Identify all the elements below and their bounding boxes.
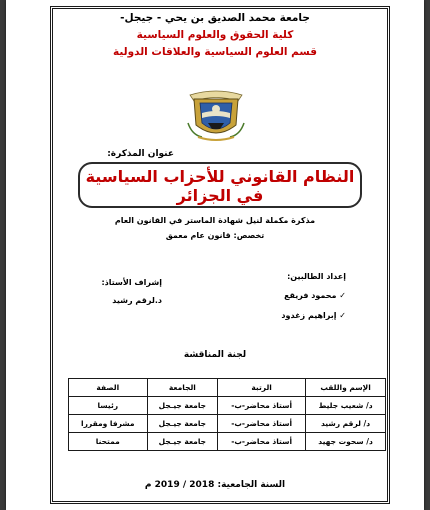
committee-table: [68, 378, 386, 451]
member-rank: أستاذ محاضر-ب-: [218, 397, 306, 415]
checkmark-bullet-icon: ✓: [339, 311, 346, 320]
thesis-title-line1: النظام القانوني للأحزاب السياسية: [85, 167, 355, 186]
member-rank: أستاذ محاضر-ب-: [218, 433, 306, 451]
supervisor-name: د.لرقم رشيد: [112, 296, 162, 305]
header-university: الجامعة: [147, 379, 218, 397]
memo-title-label: عنوان المذكرة:: [107, 149, 174, 159]
thesis-title-line2: في الجزائر: [176, 186, 264, 205]
member-name: د/ لرقم رشيد: [306, 415, 386, 433]
supervisor-label: إشراف الأستاذ:: [101, 278, 162, 287]
member-name: د/ شعيب جليط: [306, 397, 386, 415]
table-row: [69, 433, 386, 451]
member-role: ممتحنا: [69, 433, 148, 451]
member-university: جامعة جيـجل: [147, 397, 218, 415]
thesis-title-box: [78, 162, 362, 208]
table-row: [69, 397, 386, 415]
faculty-name: كلية الحقوق والعلوم السياسية: [136, 29, 294, 41]
member-role: رئيسا: [69, 397, 148, 415]
member-role: مشرفا ومقررا: [69, 415, 148, 433]
header-role: الصفة: [69, 379, 148, 397]
department-name: قسم العلوم السياسية والعلاقات الدولية: [113, 46, 317, 58]
university-seal-icon: [186, 85, 246, 143]
member-university: جامعة جيـجل: [147, 415, 218, 433]
thesis-purpose: مذكرة مكملة لنيل شهادة الماستر في القانون العام: [114, 216, 316, 225]
university-name: جامعة محمد الصديق بن يحي - جيجل-: [120, 12, 310, 24]
student-name-2: ✓ إبراهيم زغدود: [281, 311, 346, 320]
students-label: إعداد الطالبين:: [287, 272, 346, 281]
document-page: [6, 0, 424, 510]
header-name: الإسم واللقب: [306, 379, 386, 397]
specialty-label: تخصص: قانون عام معمق: [165, 231, 265, 240]
member-university: جامعة جيـجل: [147, 433, 218, 451]
table-header-row: [69, 379, 386, 397]
member-name: د/ سحوت جهيد: [306, 433, 386, 451]
header-rank: الرتبة: [218, 379, 306, 397]
table-row: [69, 415, 386, 433]
committee-title: لجنة المناقشة: [183, 350, 247, 360]
student-name-1: ✓ محمود فريقع: [284, 291, 346, 300]
checkmark-bullet-icon: ✓: [339, 291, 346, 300]
academic-year: السنة الجامعية: 2018 / 2019 م: [144, 480, 286, 490]
member-rank: أستاذ محاضر-ب-: [218, 415, 306, 433]
